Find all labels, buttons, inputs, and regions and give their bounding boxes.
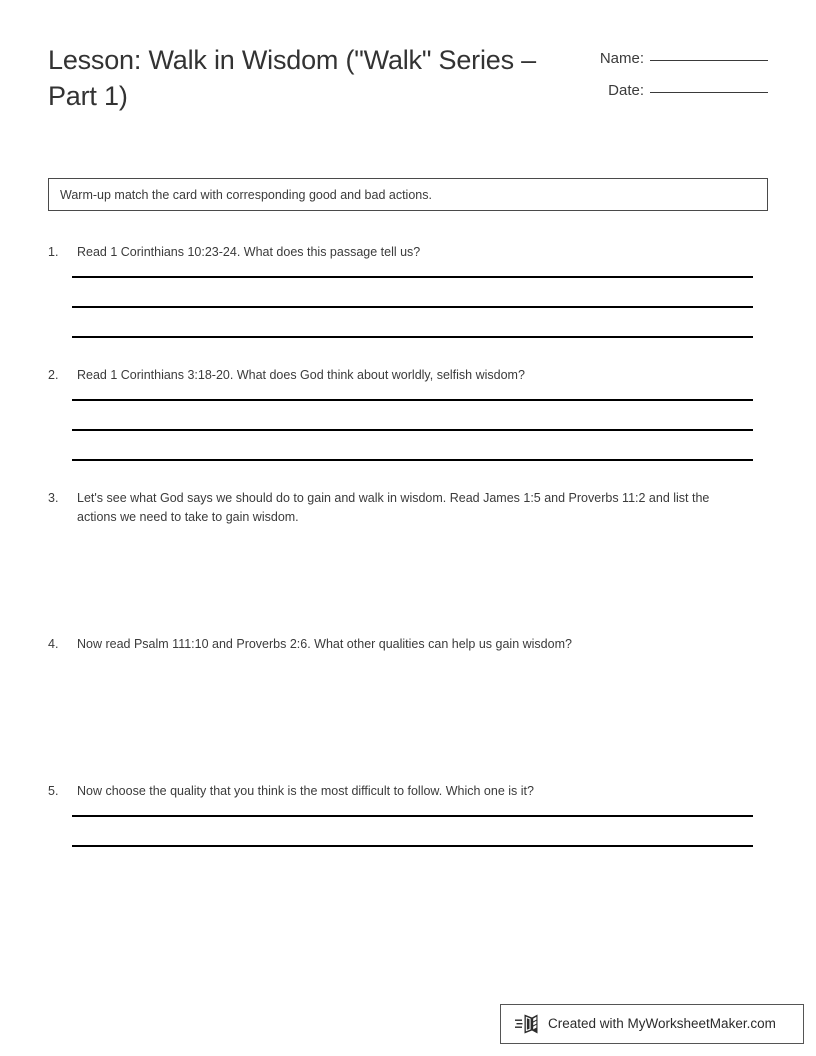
- question-prompt-row: [48, 366, 768, 385]
- answer-line[interactable]: [72, 429, 753, 431]
- question-text: Read 1 Corinthians 3:18-20. What does God think about worldly, selfish wisdom?: [77, 368, 525, 382]
- question-number: 3.: [48, 491, 59, 505]
- question-item: [48, 243, 768, 338]
- answer-line[interactable]: [72, 336, 753, 338]
- warmup-instruction-text: Warm-up match the card with corresponding good and bad actions.: [60, 187, 432, 202]
- question-prompt-row: [48, 635, 768, 654]
- question-number: 5.: [48, 784, 59, 798]
- answer-lines-group: [48, 262, 768, 338]
- question-item: [48, 489, 768, 635]
- name-date-block: [568, 40, 768, 114]
- date-field-row: [568, 82, 768, 99]
- answer-lines-group: [48, 385, 768, 461]
- question-number: 4.: [48, 637, 59, 651]
- worksheet-maker-logo-icon: [515, 1012, 541, 1036]
- worksheet-header: [48, 40, 768, 114]
- question-prompt-row: [48, 243, 768, 262]
- question-number: 2.: [48, 368, 59, 382]
- answer-line[interactable]: [72, 845, 753, 847]
- question-item: [48, 635, 768, 782]
- answer-blank-space[interactable]: [48, 527, 768, 635]
- question-text: Now choose the quality that you think is the most difficult to follow. Which one is it?: [77, 784, 534, 798]
- question-text: Read 1 Corinthians 10:23-24. What does this passage tell us?: [77, 245, 421, 259]
- answer-line[interactable]: [72, 306, 753, 308]
- answer-line[interactable]: [72, 815, 753, 817]
- answer-line[interactable]: [72, 399, 753, 401]
- name-label: Name:: [599, 50, 644, 67]
- answer-line[interactable]: [72, 459, 753, 461]
- page-title: Lesson: Walk in Wisdom ("Walk" Series – Part 1): [48, 45, 536, 111]
- name-field-row: [568, 50, 768, 67]
- answer-line[interactable]: [72, 276, 753, 278]
- warmup-instruction-box: [48, 178, 768, 211]
- question-item: [48, 782, 768, 847]
- question-prompt-row: [48, 782, 768, 801]
- question-item: [48, 366, 768, 461]
- question-text: Let's see what God says we should do to gain and walk in wisdom. Read James 1:5 and Proverbs 11:2 and list the actions we need to take to gain wisdom.: [77, 491, 710, 524]
- questions-list: [48, 243, 768, 847]
- date-input[interactable]: [650, 92, 768, 93]
- answer-lines-group: [48, 801, 768, 847]
- footer-attribution-badge: [500, 1004, 804, 1044]
- question-number: 1.: [48, 245, 59, 259]
- question-text: Now read Psalm 111:10 and Proverbs 2:6. What other qualities can help us gain wisdom?: [77, 637, 572, 651]
- name-input[interactable]: [650, 60, 768, 61]
- answer-blank-space[interactable]: [48, 654, 768, 782]
- date-label: Date:: [608, 82, 644, 99]
- footer-attribution-text: Created with MyWorksheetMaker.com: [548, 1016, 776, 1031]
- question-prompt-row: [48, 489, 768, 527]
